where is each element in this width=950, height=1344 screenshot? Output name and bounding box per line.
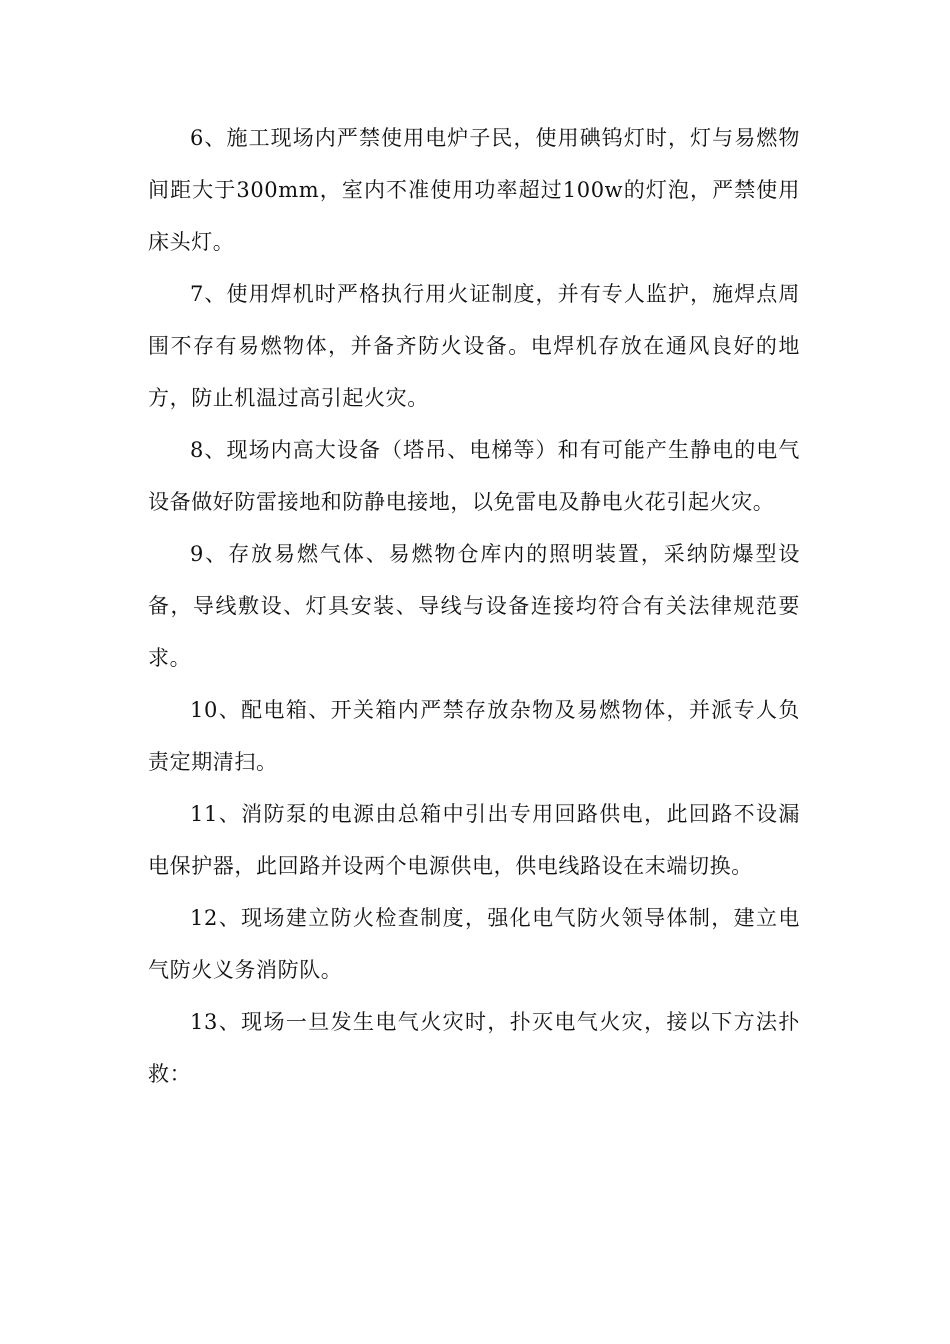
paragraph-item-8: 8、现场内高大设备（塔吊、电梯等）和有可能产生静电的电气设备做好防雷接地和防静电接地，以免雷电及静电火花引起火灾。 <box>148 438 800 514</box>
paragraph-item-7: 7、使用焊机时严格执行用火证制度，并有专人监护，施焊点周围不存有易燃物体，并备齐防火设备。电焊机存放在通风良好的地方，防止机温过高引起火灾。 <box>148 282 800 410</box>
paragraph-item-9: 9、存放易燃气体、易燃物仓库内的照明装置，采纳防爆型设备，导线敷设、灯具安装、导线与设备连接均符合有关法律规范要求。 <box>148 542 800 670</box>
paragraph-item-13: 13、现场一旦发生电气火灾时，扑灭电气火灾，接以下方法扑救： <box>148 1010 800 1086</box>
paragraph-item-12: 12、现场建立防火检查制度，强化电气防火领导体制，建立电气防火义务消防队。 <box>148 906 800 982</box>
paragraph-item-10: 10、配电箱、开关箱内严禁存放杂物及易燃物体，并派专人负责定期清扫。 <box>148 698 800 774</box>
paragraph-item-6: 6、施工现场内严禁使用电炉子民，使用碘钨灯时，灯与易燃物间距大于300mm，室内不准使用功率超过100w的灯泡，严禁使用床头灯。 <box>148 126 800 254</box>
paragraph-item-11: 11、消防泵的电源由总箱中引出专用回路供电，此回路不设漏电保护器，此回路并设两个电源供电，供电线路设在末端切换。 <box>148 802 800 878</box>
document-body <box>148 112 800 1100</box>
